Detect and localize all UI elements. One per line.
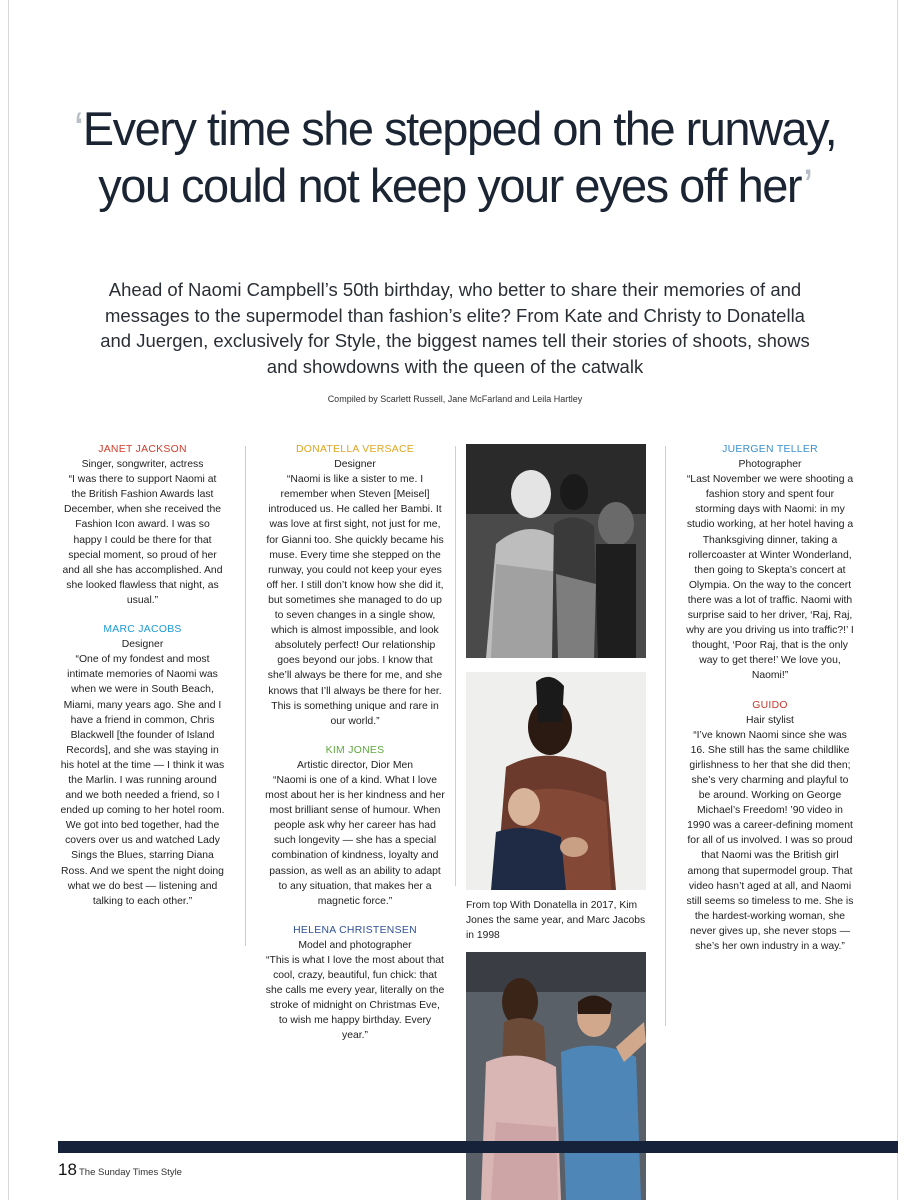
column-divider [455, 446, 456, 886]
entry-donatella-versace [265, 442, 445, 729]
entry-kim-jones [265, 743, 445, 909]
entry-janet-jackson [60, 442, 225, 608]
photo-with-kim-jones [466, 672, 646, 890]
entry-helena-christensen [265, 923, 445, 1044]
publication-name: The Sunday Times Style [79, 1167, 182, 1178]
contributor-role: Singer, songwriter, actress [81, 459, 204, 471]
contributor-quote: “One of my fondest and most intimate memories of Naomi was when we were in South Beach, Miami, many years ago. She and I have a friend in common, Chris Blackwell [the founder of Island Records], and she was staying in his hotel at the time — I think it was the Marlin. I was running around and we both needed a friend, so I ended up coming to her hotel room. We got into bed together, had the covers over us and watched Lady Sings the Blues, starring Diana Ross. And we spent the night doing what we do best — listening and talking to each other.” [60, 654, 225, 907]
contributor-quote: “Naomi is like a sister to me. I remember when Steven [Meisel] introduced us. He called her Bambi. It was love at first sight, not just for me, for Gianni too. She quickly became his muse. Every time she stepped on the runway, you could not keep your eyes off her. I still don’t know how she did it, but sometimes she managed to do up to seven changes in a single show, which is almost impossible, and look absolutely perfect! Our relationship goes beyond our jobs. I know that she’ll always be there for me, and she knows that I’ll always be there for her. This is something unique and rare in our world.” [266, 474, 444, 727]
contributor-name: KIM JONES [325, 744, 385, 756]
column-4 [685, 442, 855, 968]
close-quote: ’ [802, 159, 812, 212]
headline [60, 100, 850, 214]
entry-marc-jacobs [60, 622, 225, 909]
headline-text: Every time she stepped on the runway, you could not keep your eyes off her [82, 102, 837, 212]
contributor-quote: “This is what I love the most about that cool, crazy, beautiful, fun chick: that she calls me every year, literally on the stroke of midnight on Christmas Eve, to wish me happy birthday. Every year.” [265, 955, 445, 1042]
contributor-role: Photographer [738, 459, 802, 471]
page-number: 18 [58, 1160, 77, 1179]
photo-with-marc-jacobs [466, 952, 646, 1200]
contributor-quote: “Last November we were shooting a fashion story and spent four storming days with Naomi: in my studio working, at her hotel having a Thanksgiving dinner, taking a rollercoaster at Winter Wonderland, then going to Skepta’s concert at Olympia. On the way to the concert there was a lot of traffic. Naomi with surprise said to her driver, ‘Raj, Raj, why are you driving us into traffic?!’ I thought, ‘Poor Raj, that is the only way to get there!’ We love you, Naomi!” [686, 474, 854, 682]
contributor-name: HELENA CHRISTENSEN [293, 924, 417, 936]
column-divider [245, 446, 246, 946]
contributor-quote: “I was there to support Naomi at the British Fashion Awards last December, when she received the Fashion Icon award. I was so happy I could be there for that special moment, so proud of her and all she has accomplished. And she looked flawless that night, as usual.” [62, 474, 223, 606]
contributor-name: JUERGEN TELLER [722, 444, 818, 455]
contributor-quote: “I’ve known Naomi since she was 16. She still has the same childlike girlishness to her that she did then; she’s very charming and playful to be around. Working on George Michael’s Freedom! ’90 video in 1990 was a career-defining moment for all of us involved. I was so proud that Naomi was the British girl among that supermodel group. That video hasn’t aged at all, and Naomi still seems so timeless to me. She is the hardest-working woman, she never gives up, she never stops — she’s her own industry in a way.” [686, 729, 854, 952]
photo-caption: From top With Donatella in 2017, Kim Jones the same year, and Marc Jacobs in 1998 [466, 900, 646, 941]
entry-juergen-teller [685, 442, 855, 684]
entry-guido [685, 698, 855, 955]
column-2 [265, 442, 445, 1058]
contributor-role: Designer [334, 459, 376, 471]
contributor-role: Artistic director, Dior Men [296, 759, 414, 771]
contributor-role: Designer [121, 639, 164, 651]
contributor-name: JANET JACKSON [98, 444, 187, 455]
contributor-name: MARC JACOBS [103, 624, 182, 636]
contributor-quote: “Naomi is one of a kind. What I love most about her is her kindness and her most brilliant sense of humour. When people ask why her career has had such longevity — she has a special combination of kindness, loyalty and passion, as well as an ability to adapt to any situation, that makes her a magnetic force.” [265, 774, 445, 907]
column-divider [665, 446, 666, 1026]
standfirst: Ahead of Naomi Campbell’s 50th birthday, who better to share their memories of and messages to the supermodel than fashion’s elite? From Kate and Christy to Donatella and Juergen, exclusively for Style, the biggest names tell their stories of shoots, shows and showdowns with the queen of the catwalk [100, 279, 810, 377]
contributor-name: GUIDO [752, 699, 788, 711]
credits: Compiled by Scarlett Russell, Jane McFarland and Leila Hartley [327, 394, 583, 404]
footer-bar [58, 1141, 898, 1153]
open-quote: ‘ [73, 102, 83, 155]
photo-with-donatella [466, 444, 646, 658]
contributor-name: DONATELLA VERSACE [295, 444, 415, 455]
contributor-role: Model and photographer [298, 939, 412, 951]
column-1 [60, 442, 225, 923]
contributor-role: Hair stylist [746, 714, 794, 726]
